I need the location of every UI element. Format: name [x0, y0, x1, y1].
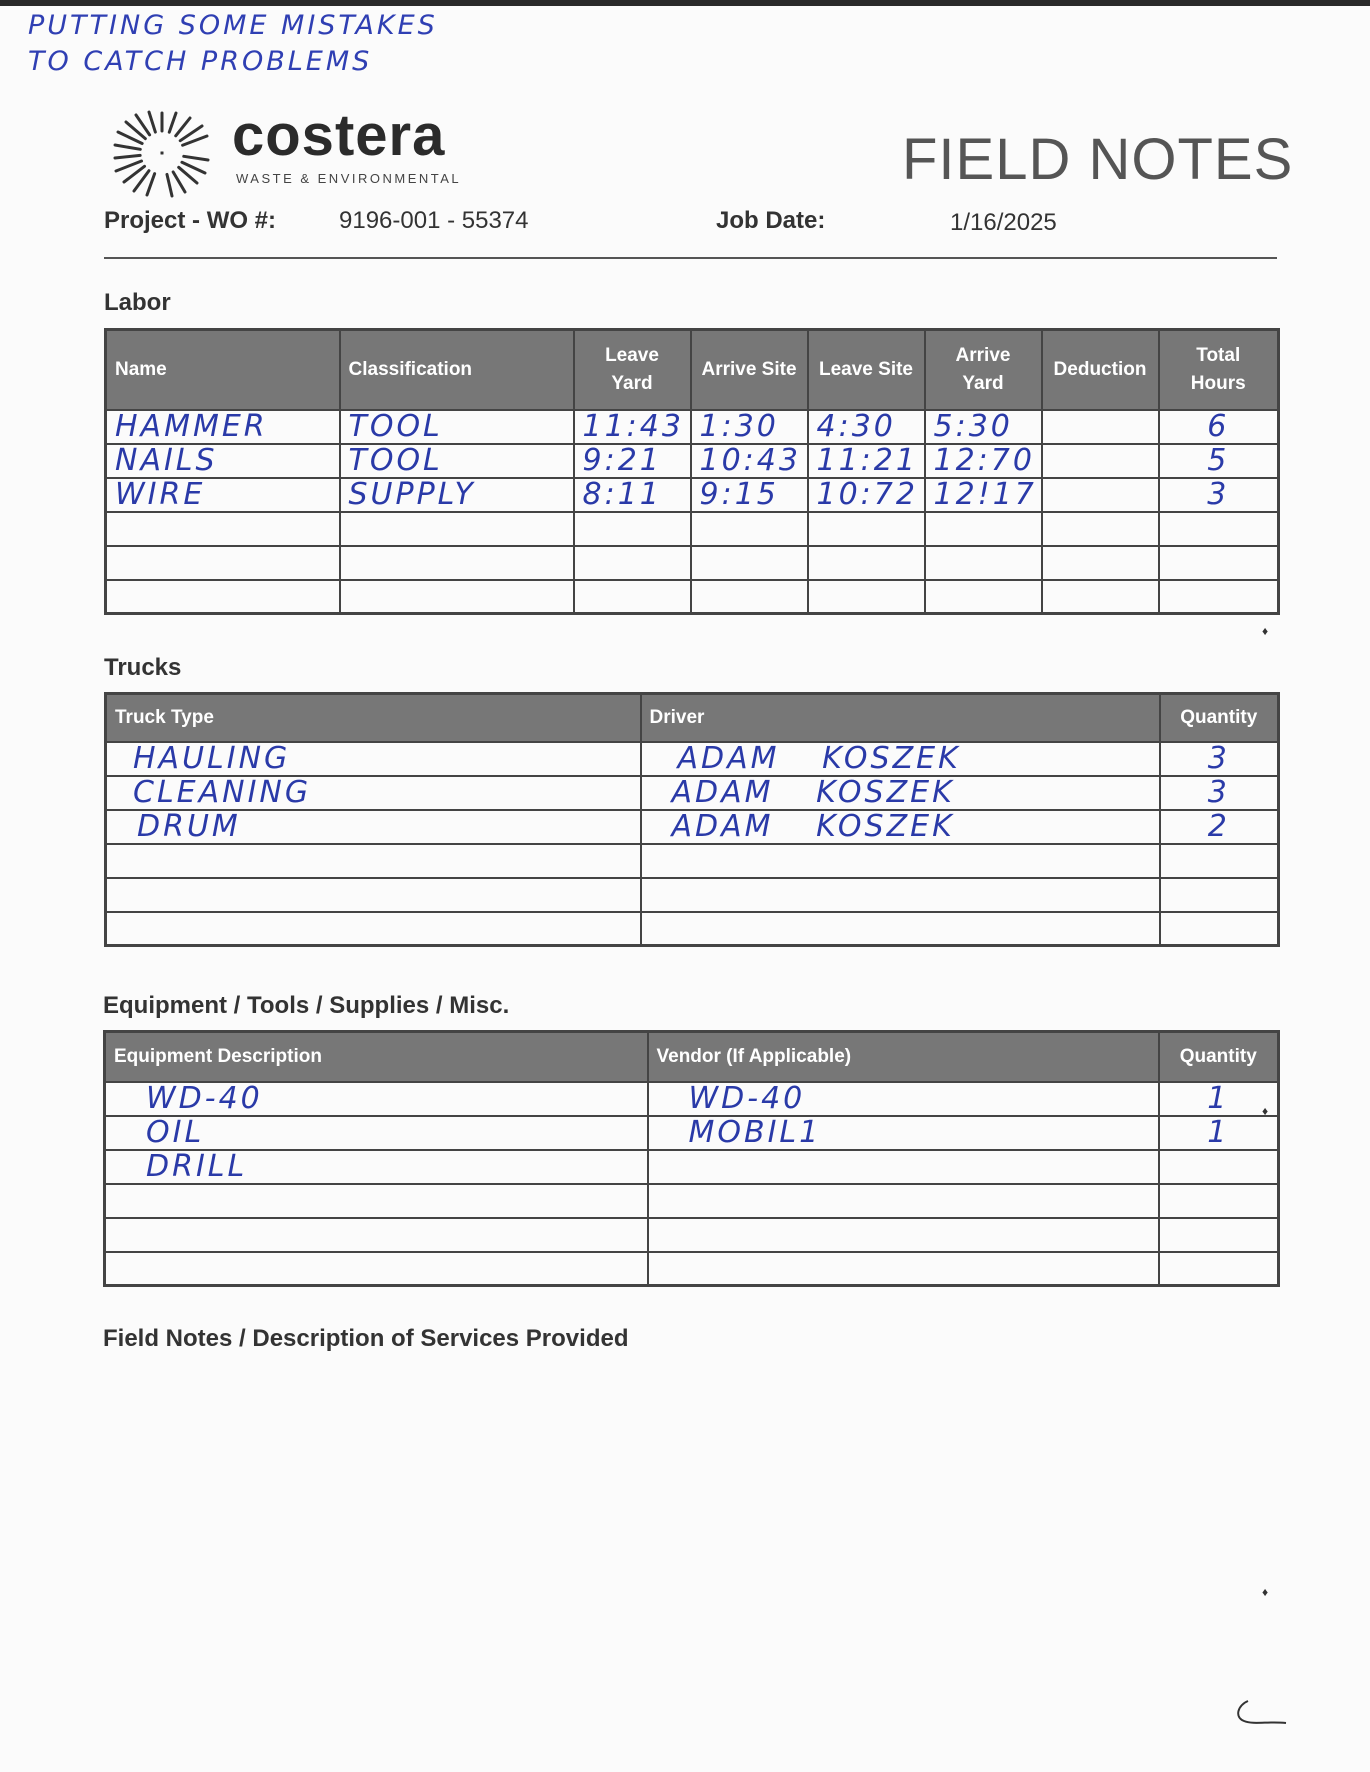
labor-cell-arrive-yard	[925, 512, 1042, 546]
field-notes-section-title: Field Notes / Description of Services Provided	[103, 1325, 629, 1352]
labor-cell-name	[106, 580, 340, 614]
labor-cell-total-hours	[1159, 512, 1279, 546]
header-divider	[104, 257, 1277, 259]
equipment-row	[105, 1252, 1279, 1286]
equipment-cell-quantity	[1159, 1218, 1279, 1252]
equipment-cell-description: WD-40	[105, 1082, 648, 1116]
equipment-row	[105, 1082, 1279, 1116]
trucks-col-truck-type: Truck Type	[106, 694, 641, 742]
equipment-row	[105, 1218, 1279, 1252]
equipment-cell-quantity: 1	[1159, 1116, 1279, 1150]
brand-name: costera	[232, 103, 446, 168]
labor-cell-name	[106, 512, 340, 546]
trucks-col-driver: Driver	[641, 694, 1160, 742]
trucks-row	[106, 878, 1279, 912]
equipment-row	[105, 1184, 1279, 1218]
labor-cell-arrive-site: 1:30	[691, 410, 808, 444]
labor-cell-arrive-site	[691, 546, 808, 580]
labor-cell-total-hours	[1159, 580, 1279, 614]
equipment-cell-vendor	[648, 1218, 1159, 1252]
labor-cell-leave-yard: 11:43	[574, 410, 691, 444]
labor-col-name: Name	[106, 330, 340, 410]
labor-cell-classification	[340, 512, 574, 546]
handwritten-note-line2: TO CATCH PROBLEMS	[28, 46, 373, 77]
costera-sunburst-logo-icon	[112, 108, 212, 198]
labor-cell-total-hours: 5	[1159, 444, 1279, 478]
trucks-row	[106, 810, 1279, 844]
labor-cell-leave-yard	[574, 580, 691, 614]
equipment-cell-description	[105, 1218, 648, 1252]
labor-row	[106, 580, 1279, 614]
equipment-cell-vendor	[648, 1150, 1159, 1184]
labor-cell-name: HAMMER	[106, 410, 340, 444]
job-date-value: 1/16/2025	[950, 209, 1057, 236]
equipment-cell-vendor: MOBIL1	[648, 1116, 1159, 1150]
labor-col-leave-yard: Leave Yard	[574, 330, 691, 410]
handwritten-note-line1: PUTTING SOME MISTAKES	[28, 10, 438, 41]
labor-cell-arrive-yard: 5:30	[925, 410, 1042, 444]
labor-cell-deduction	[1042, 410, 1159, 444]
labor-cell-total-hours	[1159, 546, 1279, 580]
labor-cell-deduction	[1042, 512, 1159, 546]
labor-cell-leave-yard	[574, 546, 691, 580]
labor-cell-deduction	[1042, 580, 1159, 614]
labor-cell-total-hours: 3	[1159, 478, 1279, 512]
trucks-cell-quantity: 3	[1160, 776, 1279, 810]
labor-cell-name: WIRE	[106, 478, 340, 512]
trucks-cell-driver: ADAM KOSZEK	[641, 810, 1160, 844]
trucks-col-quantity: Quantity	[1160, 694, 1279, 742]
equipment-cell-vendor	[648, 1252, 1159, 1286]
labor-col-deduction: Deduction	[1042, 330, 1159, 410]
labor-cell-leave-site: 10:72	[808, 478, 925, 512]
equipment-section-title: Equipment / Tools / Supplies / Misc.	[103, 992, 510, 1019]
equipment-row	[105, 1116, 1279, 1150]
labor-cell-name	[106, 546, 340, 580]
trucks-cell-truck-type	[106, 844, 641, 878]
equipment-header-row	[105, 1032, 1279, 1082]
labor-row	[106, 512, 1279, 546]
trucks-cell-driver	[641, 912, 1160, 946]
labor-row	[106, 410, 1279, 444]
project-value: 9196-001 - 55374	[339, 207, 529, 234]
labor-cell-total-hours: 6	[1159, 410, 1279, 444]
equipment-table	[103, 1030, 1280, 1287]
labor-cell-arrive-yard	[925, 546, 1042, 580]
labor-header-row	[106, 330, 1279, 410]
equipment-cell-quantity	[1159, 1150, 1279, 1184]
labor-cell-leave-site	[808, 580, 925, 614]
trucks-cell-truck-type: DRUM	[106, 810, 641, 844]
trucks-row	[106, 776, 1279, 810]
labor-table	[104, 328, 1280, 615]
labor-cell-arrive-yard: 12:70	[925, 444, 1042, 478]
trucks-section-title: Trucks	[104, 654, 182, 681]
trucks-cell-driver	[641, 878, 1160, 912]
trucks-cell-driver	[641, 844, 1160, 878]
equipment-cell-description	[105, 1184, 648, 1218]
labor-col-classification: Classification	[340, 330, 574, 410]
trucks-cell-quantity: 3	[1160, 742, 1279, 776]
project-label: Project - WO #:	[104, 207, 277, 234]
trucks-cell-quantity: 2	[1160, 810, 1279, 844]
labor-cell-leave-yard	[574, 512, 691, 546]
equipment-col-quantity: Quantity	[1159, 1032, 1279, 1082]
trucks-header-row	[106, 694, 1279, 742]
labor-cell-arrive-yard	[925, 580, 1042, 614]
labor-cell-deduction	[1042, 546, 1159, 580]
page-title: FIELD NOTES	[902, 127, 1294, 192]
labor-col-leave-site: Leave Site	[808, 330, 925, 410]
trucks-row	[106, 844, 1279, 878]
labor-cell-classification: SUPPLY	[340, 478, 574, 512]
labor-cell-arrive-site	[691, 512, 808, 546]
labor-row	[106, 478, 1279, 512]
labor-cell-arrive-yard: 12!17	[925, 478, 1042, 512]
trucks-cell-truck-type	[106, 878, 641, 912]
scan-speck: ♦	[1262, 1104, 1269, 1118]
labor-section-title: Labor	[104, 289, 171, 316]
equipment-cell-quantity	[1159, 1252, 1279, 1286]
trucks-cell-quantity	[1160, 912, 1279, 946]
labor-cell-arrive-site: 9:15	[691, 478, 808, 512]
trucks-row	[106, 742, 1279, 776]
labor-col-total-hours: Total Hours	[1159, 330, 1279, 410]
equipment-cell-vendor: WD-40	[648, 1082, 1159, 1116]
brand-tagline: WASTE & ENVIRONMENTAL	[236, 171, 462, 186]
labor-cell-classification: TOOL	[340, 410, 574, 444]
trucks-table	[104, 692, 1280, 947]
labor-cell-deduction	[1042, 444, 1159, 478]
labor-col-arrive-site: Arrive Site	[691, 330, 808, 410]
labor-cell-leave-site: 4:30	[808, 410, 925, 444]
equipment-cell-vendor	[648, 1184, 1159, 1218]
trucks-cell-driver: ADAM KOSZEK	[641, 742, 1160, 776]
labor-cell-leave-yard: 9:21	[574, 444, 691, 478]
labor-cell-arrive-site: 10:43	[691, 444, 808, 478]
trucks-cell-truck-type: CLEANING	[106, 776, 641, 810]
labor-cell-leave-site: 11:21	[808, 444, 925, 478]
scan-speck: ♦	[1262, 1585, 1269, 1599]
equipment-col-description: Equipment Description	[105, 1032, 648, 1082]
trucks-cell-driver: ADAM KOSZEK	[641, 776, 1160, 810]
job-date-label: Job Date:	[716, 207, 826, 234]
labor-row	[106, 444, 1279, 478]
labor-col-arrive-yard: Arrive Yard	[925, 330, 1042, 410]
labor-cell-leave-yard: 8:11	[574, 478, 691, 512]
trucks-cell-truck-type: HAULING	[106, 742, 641, 776]
labor-cell-classification	[340, 546, 574, 580]
trucks-cell-quantity	[1160, 844, 1279, 878]
equipment-cell-description: DRILL	[105, 1150, 648, 1184]
labor-cell-classification	[340, 580, 574, 614]
labor-row	[106, 546, 1279, 580]
equipment-cell-quantity: 1	[1159, 1082, 1279, 1116]
labor-cell-name: NAILS	[106, 444, 340, 478]
equipment-row	[105, 1150, 1279, 1184]
initials-scribble-icon	[1220, 1695, 1290, 1735]
labor-cell-leave-site	[808, 546, 925, 580]
equipment-col-vendor: Vendor (If Applicable)	[648, 1032, 1159, 1082]
labor-cell-classification: TOOL	[340, 444, 574, 478]
scan-top-border	[0, 0, 1370, 6]
labor-cell-leave-site	[808, 512, 925, 546]
labor-cell-arrive-site	[691, 580, 808, 614]
labor-cell-deduction	[1042, 478, 1159, 512]
equipment-cell-quantity	[1159, 1184, 1279, 1218]
scan-speck: ♦	[1262, 624, 1269, 638]
equipment-cell-description: OIL	[105, 1116, 648, 1150]
equipment-cell-description	[105, 1252, 648, 1286]
trucks-cell-quantity	[1160, 878, 1279, 912]
trucks-row	[106, 912, 1279, 946]
trucks-cell-truck-type	[106, 912, 641, 946]
